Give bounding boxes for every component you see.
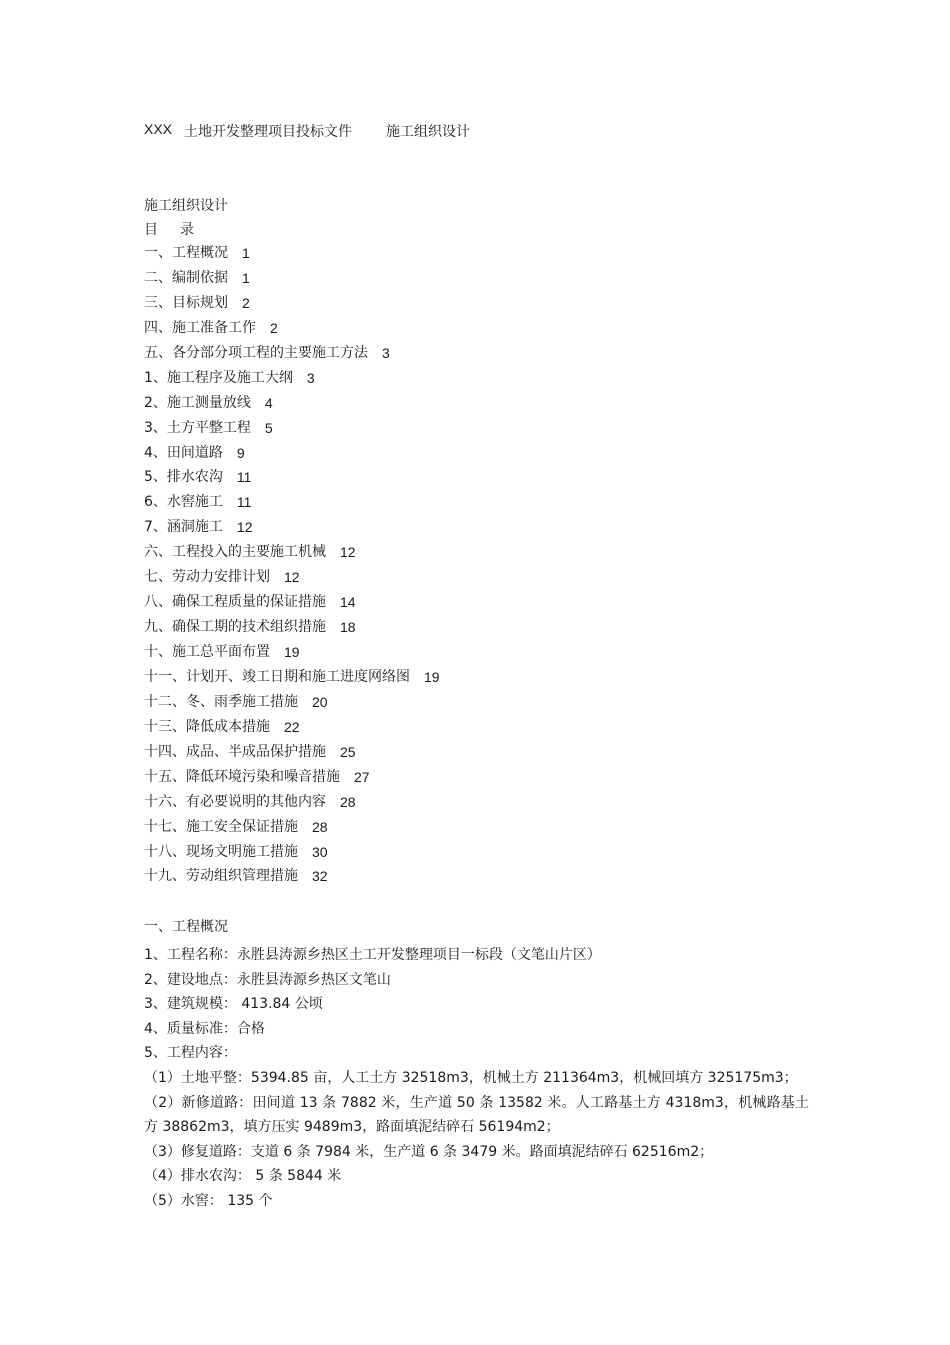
toc-entry — [144, 517, 844, 542]
header-document-name: 土地开发整理项目投标文件 — [184, 124, 353, 140]
toc-entry-title: 1、施工程序及施工大纲 — [144, 369, 293, 386]
toc-entry-page: 22 — [284, 718, 300, 735]
toc-entry — [144, 866, 844, 891]
toc-entry — [144, 443, 844, 468]
toc-entry-page: 5 — [264, 419, 273, 436]
toc-entry — [144, 542, 844, 567]
toc-entry-title: 3、土方平整工程 — [144, 419, 251, 436]
toc-entry-title: 十八、现场文明施工措施 — [144, 843, 298, 860]
toc-entry — [144, 368, 844, 393]
toc-entry-title: 7、涵洞施工 — [144, 519, 223, 536]
toc-entry — [144, 642, 844, 667]
toc-entry-page: 2 — [270, 319, 278, 336]
toc-entry — [144, 592, 844, 617]
toc-entry-title: 八、确保工程质量的保证措施 — [144, 594, 326, 611]
toc-entry — [144, 343, 844, 368]
toc-entry — [144, 792, 844, 817]
overview-land-leveling: （1）土地平整：5394.85 亩，人工土方 32518m3，机械土方 211364m3，机械回填方 325175m3； — [144, 1069, 798, 1086]
header-project-code: XXX — [144, 121, 173, 137]
toc-entry-page: 19 — [284, 644, 300, 660]
toc-entry-page: 9 — [236, 444, 245, 461]
toc-entry — [144, 667, 844, 692]
toc-entry-title: 十六、有必要说明的其他内容 — [144, 793, 326, 810]
toc-entry-page: 28 — [340, 793, 356, 810]
section-project-overview — [144, 917, 809, 1214]
toc-entry — [144, 567, 844, 592]
toc-entry-title: 十、施工总平面布置 — [144, 644, 270, 660]
toc-entry-title: 十四、成品、半成品保护措施 — [144, 743, 326, 760]
toc-entry-title: 十三、降低成本措施 — [144, 718, 270, 735]
toc-entry-page: 12 — [284, 569, 300, 586]
toc-entry-title: 十五、降低环境污染和噪音措施 — [144, 768, 340, 785]
toc-entry — [144, 692, 844, 717]
toc-entry-title: 五、各分部分项工程的主要施工方法 — [144, 344, 368, 361]
overview-new-roads: （2）新修道路：田间道 13 条 7882 米，生产道 50 条 13582 米。人工路基土方 4318m3，机械路基土方 38862m3，填方压实 9489m3，路面填泥结碎石 56194m2； — [144, 1094, 809, 1136]
toc-entry-title: 十九、劳动组织管理措施 — [144, 868, 298, 885]
toc-entry-page: 11 — [236, 469, 252, 486]
toc-entry — [144, 767, 844, 792]
toc-entry-title: 4、田间道路 — [144, 444, 223, 461]
toc-entry — [144, 293, 844, 318]
toc-entry — [144, 492, 844, 517]
toc-entry-title: 6、水窖施工 — [144, 494, 223, 511]
toc-entry — [144, 243, 844, 268]
toc-heading — [144, 219, 194, 239]
toc-entry-title: 七、劳动力安排计划 — [144, 569, 270, 586]
toc-entry-page: 1 — [242, 269, 250, 286]
toc-entry — [144, 318, 844, 343]
overview-scale: 3、建筑规模： 413.84 公顷 — [144, 996, 323, 1013]
toc-entry — [144, 418, 844, 443]
toc-entry-page: 4 — [264, 394, 273, 411]
toc-entry-title: 十二、冬、雨季施工措施 — [144, 693, 298, 710]
toc-entry-page: 1 — [242, 245, 250, 261]
overview-quality: 4、质量标准：合格 — [144, 1020, 265, 1037]
toc-entry-page: 28 — [312, 818, 328, 835]
toc-entry-page: 3 — [382, 344, 390, 361]
toc-entry — [144, 467, 844, 492]
toc-entry-title: 三、目标规划 — [144, 294, 228, 311]
overview-project-name: 1、工程名称：永胜县涛源乡热区土工开发整理项目一标段（文笔山片区） — [144, 947, 601, 963]
toc-entry-title: 2、施工测量放线 — [144, 394, 251, 411]
toc-entry — [144, 717, 844, 742]
toc-entry — [144, 742, 844, 767]
toc-entry-title: 一、工程概况 — [144, 245, 228, 261]
toc-entry — [144, 617, 844, 642]
overview-content-heading: 5、工程内容： — [144, 1045, 237, 1062]
toc-entry-page: 32 — [312, 868, 328, 885]
document-title: 施工组织设计 — [144, 198, 228, 214]
toc-entry-page: 18 — [340, 619, 356, 636]
table-of-contents — [144, 243, 844, 891]
toc-entry-title: 十七、施工安全保证措施 — [144, 818, 298, 835]
toc-entry-page: 12 — [236, 519, 253, 536]
toc-entry-title: 5、排水农沟 — [144, 469, 223, 486]
toc-entry-page: 14 — [340, 594, 356, 611]
toc-entry — [144, 268, 844, 293]
toc-heading-char-1: 目 — [144, 222, 158, 238]
header-section-name: 施工组织设计 — [386, 124, 471, 140]
toc-entry — [144, 817, 844, 842]
toc-entry-title: 四、施工准备工作 — [144, 319, 256, 336]
overview-repaired-roads: （3）修复道路：支道 6 条 7984 米，生产道 6 条 3479 米。路面填泥结碎石 62516m2； — [144, 1143, 714, 1160]
toc-entry-page: 19 — [424, 668, 440, 685]
toc-entry-page: 11 — [236, 494, 252, 511]
toc-entry-title: 二、编制依据 — [144, 269, 228, 286]
overview-location: 2、建设地点：永胜县涛源乡热区文笔山 — [144, 971, 391, 988]
toc-entry-title: 九、确保工期的技术组织措施 — [144, 619, 326, 636]
toc-entry-page: 12 — [340, 544, 356, 561]
toc-heading-char-2: 录 — [180, 222, 194, 238]
section-title: 一、工程概况 — [144, 919, 228, 935]
overview-drainage: （4）排水农沟： 5 条 5844 米 — [144, 1168, 342, 1185]
toc-entry — [144, 393, 844, 418]
page-header — [144, 121, 470, 141]
toc-entry-page: 20 — [312, 693, 328, 710]
toc-entry-page: 30 — [312, 843, 328, 860]
toc-entry-page: 27 — [354, 768, 370, 785]
toc-entry-title: 六、工程投入的主要施工机械 — [144, 544, 326, 561]
toc-entry — [144, 842, 844, 867]
toc-entry-page: 25 — [340, 743, 356, 760]
toc-entry-page: 3 — [306, 369, 315, 386]
toc-entry-page: 2 — [242, 294, 250, 311]
overview-cisterns: （5）水窖： 135 个 — [144, 1192, 273, 1209]
toc-entry-title: 十一、计划开、竣工日期和施工进度网络图 — [144, 668, 410, 685]
